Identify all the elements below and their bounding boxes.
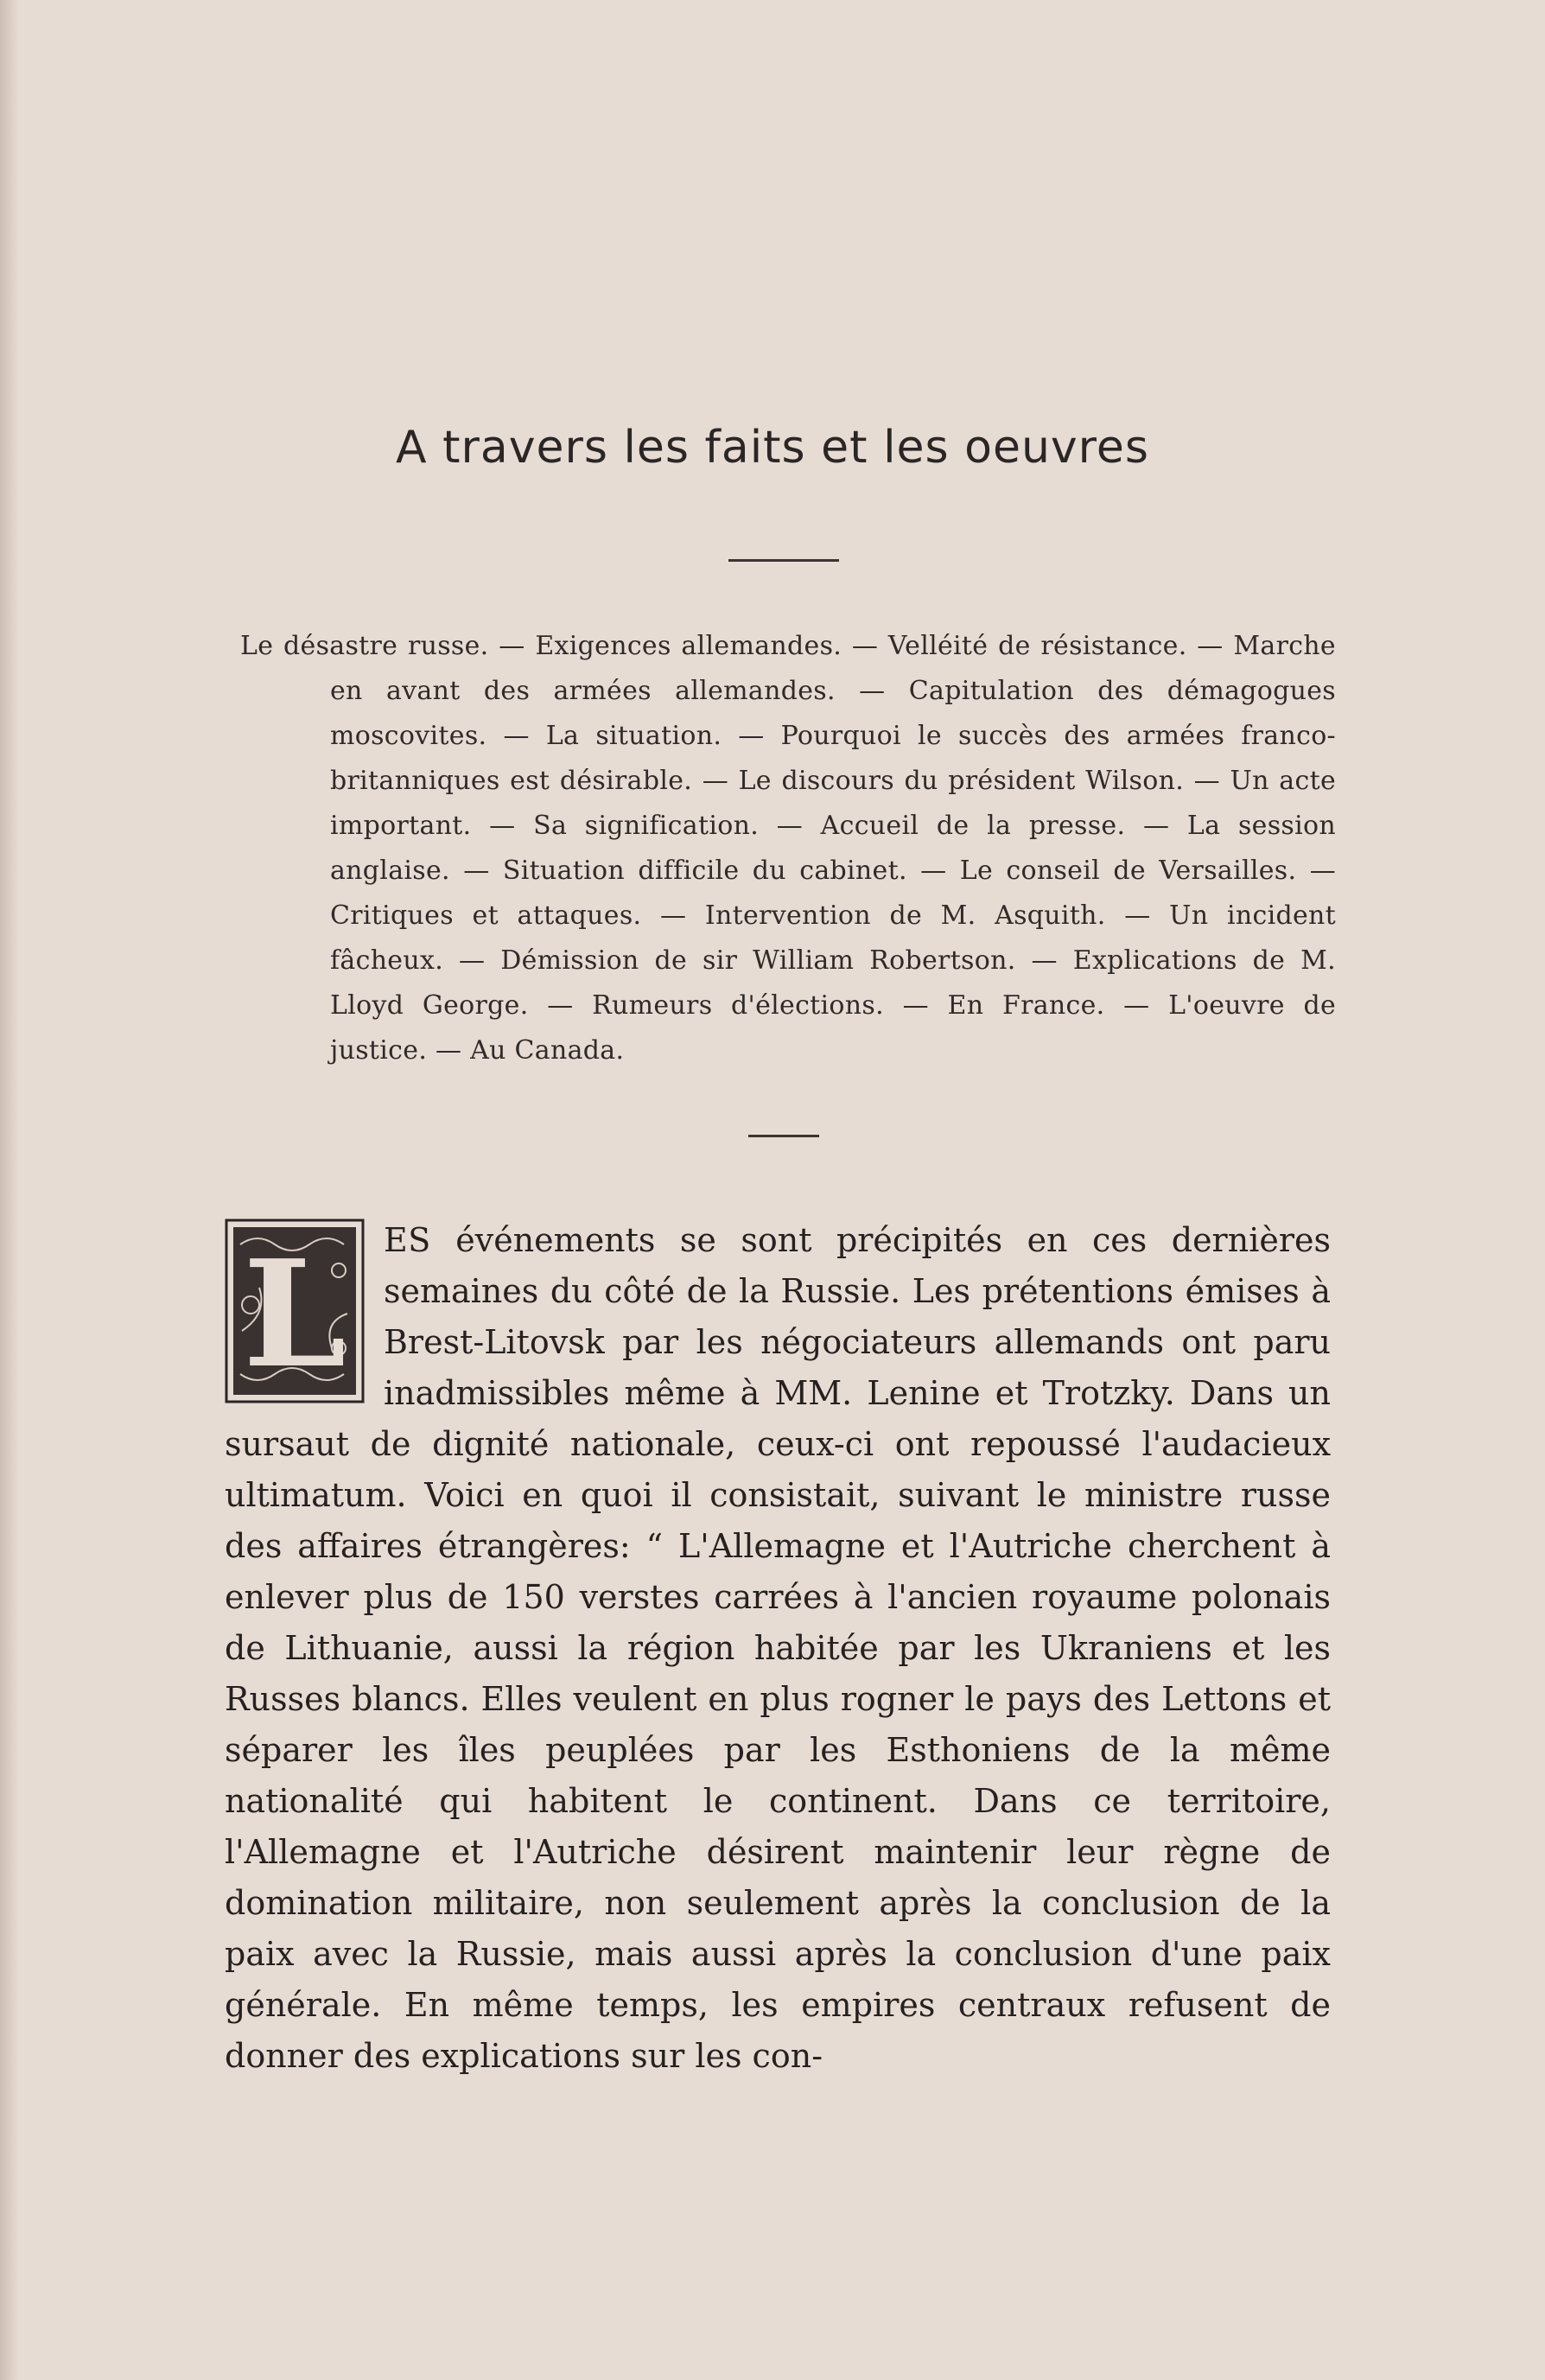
title-divider xyxy=(728,559,839,562)
article-summary: Le désastre russe. — Exigences allemandes. — Velléité de résistance. — Marche en avant des armées allemandes. — Capitulation des démagogues moscovites. — La situation. — Pourquoi le succès des armées franco-britanniques est désirable. — Le discours du président Wilson. — Un acte important. — Sa signification. — Accueil de la presse. — La session anglaise. — Situation difficile du cabinet. — Le conseil de Versailles. — Critiques et attaques. — Intervention de M. Asquith. — Un incident fâcheux. — Démission de sir William Robertson. — Explications de M. Lloyd George. — Rumeurs d'élections. — En France. — L'oeuvre de justice. — Au Canada. xyxy=(240,631,1336,1066)
article-title: A travers les faits et les oeuvres xyxy=(395,422,1150,474)
page-edge xyxy=(0,0,19,2380)
section-divider xyxy=(748,1135,819,1137)
ornamental-drop-cap-icon xyxy=(225,1219,365,1403)
lead-caps: ES xyxy=(384,1221,431,1259)
drop-cap-letter: L xyxy=(243,1228,347,1401)
article-body xyxy=(225,1215,1331,2082)
body-paragraph: événements se sont précipités en ces dernières semaines du côté de la Russie. Les prétentions émises à Brest-Litovsk par les négociateurs allemands ont paru inadmissibles même à MM. Lenine et Trotzky. Dans un sursaut de dignité nationale, ceux-ci ont repoussé l'audacieux ultimatum. Voici en quoi il consistait, suivant le ministre russe des affaires étrangères: “ L'Allemagne et l'Autriche cherchent à enlever plus de 150 verstes carrées à l'ancien royaume polonais de Lithuanie, aussi la région habitée par les Ukraniens et les Russes blancs. Elles veulent en plus rogner le pays des Lettons et séparer les îles peuplées par les Esthoniens de la même nationalité qui habitent le continent. Dans ce territoire, l'Allemagne et l'Autriche désirent maintenir leur règne de domination militaire, non seulement après la conclusion de la paix avec la Russie, mais aussi après la conclusion d'une paix générale. En même temps, les empires centraux refusent de donner des explications sur les con- xyxy=(225,1221,1331,2075)
